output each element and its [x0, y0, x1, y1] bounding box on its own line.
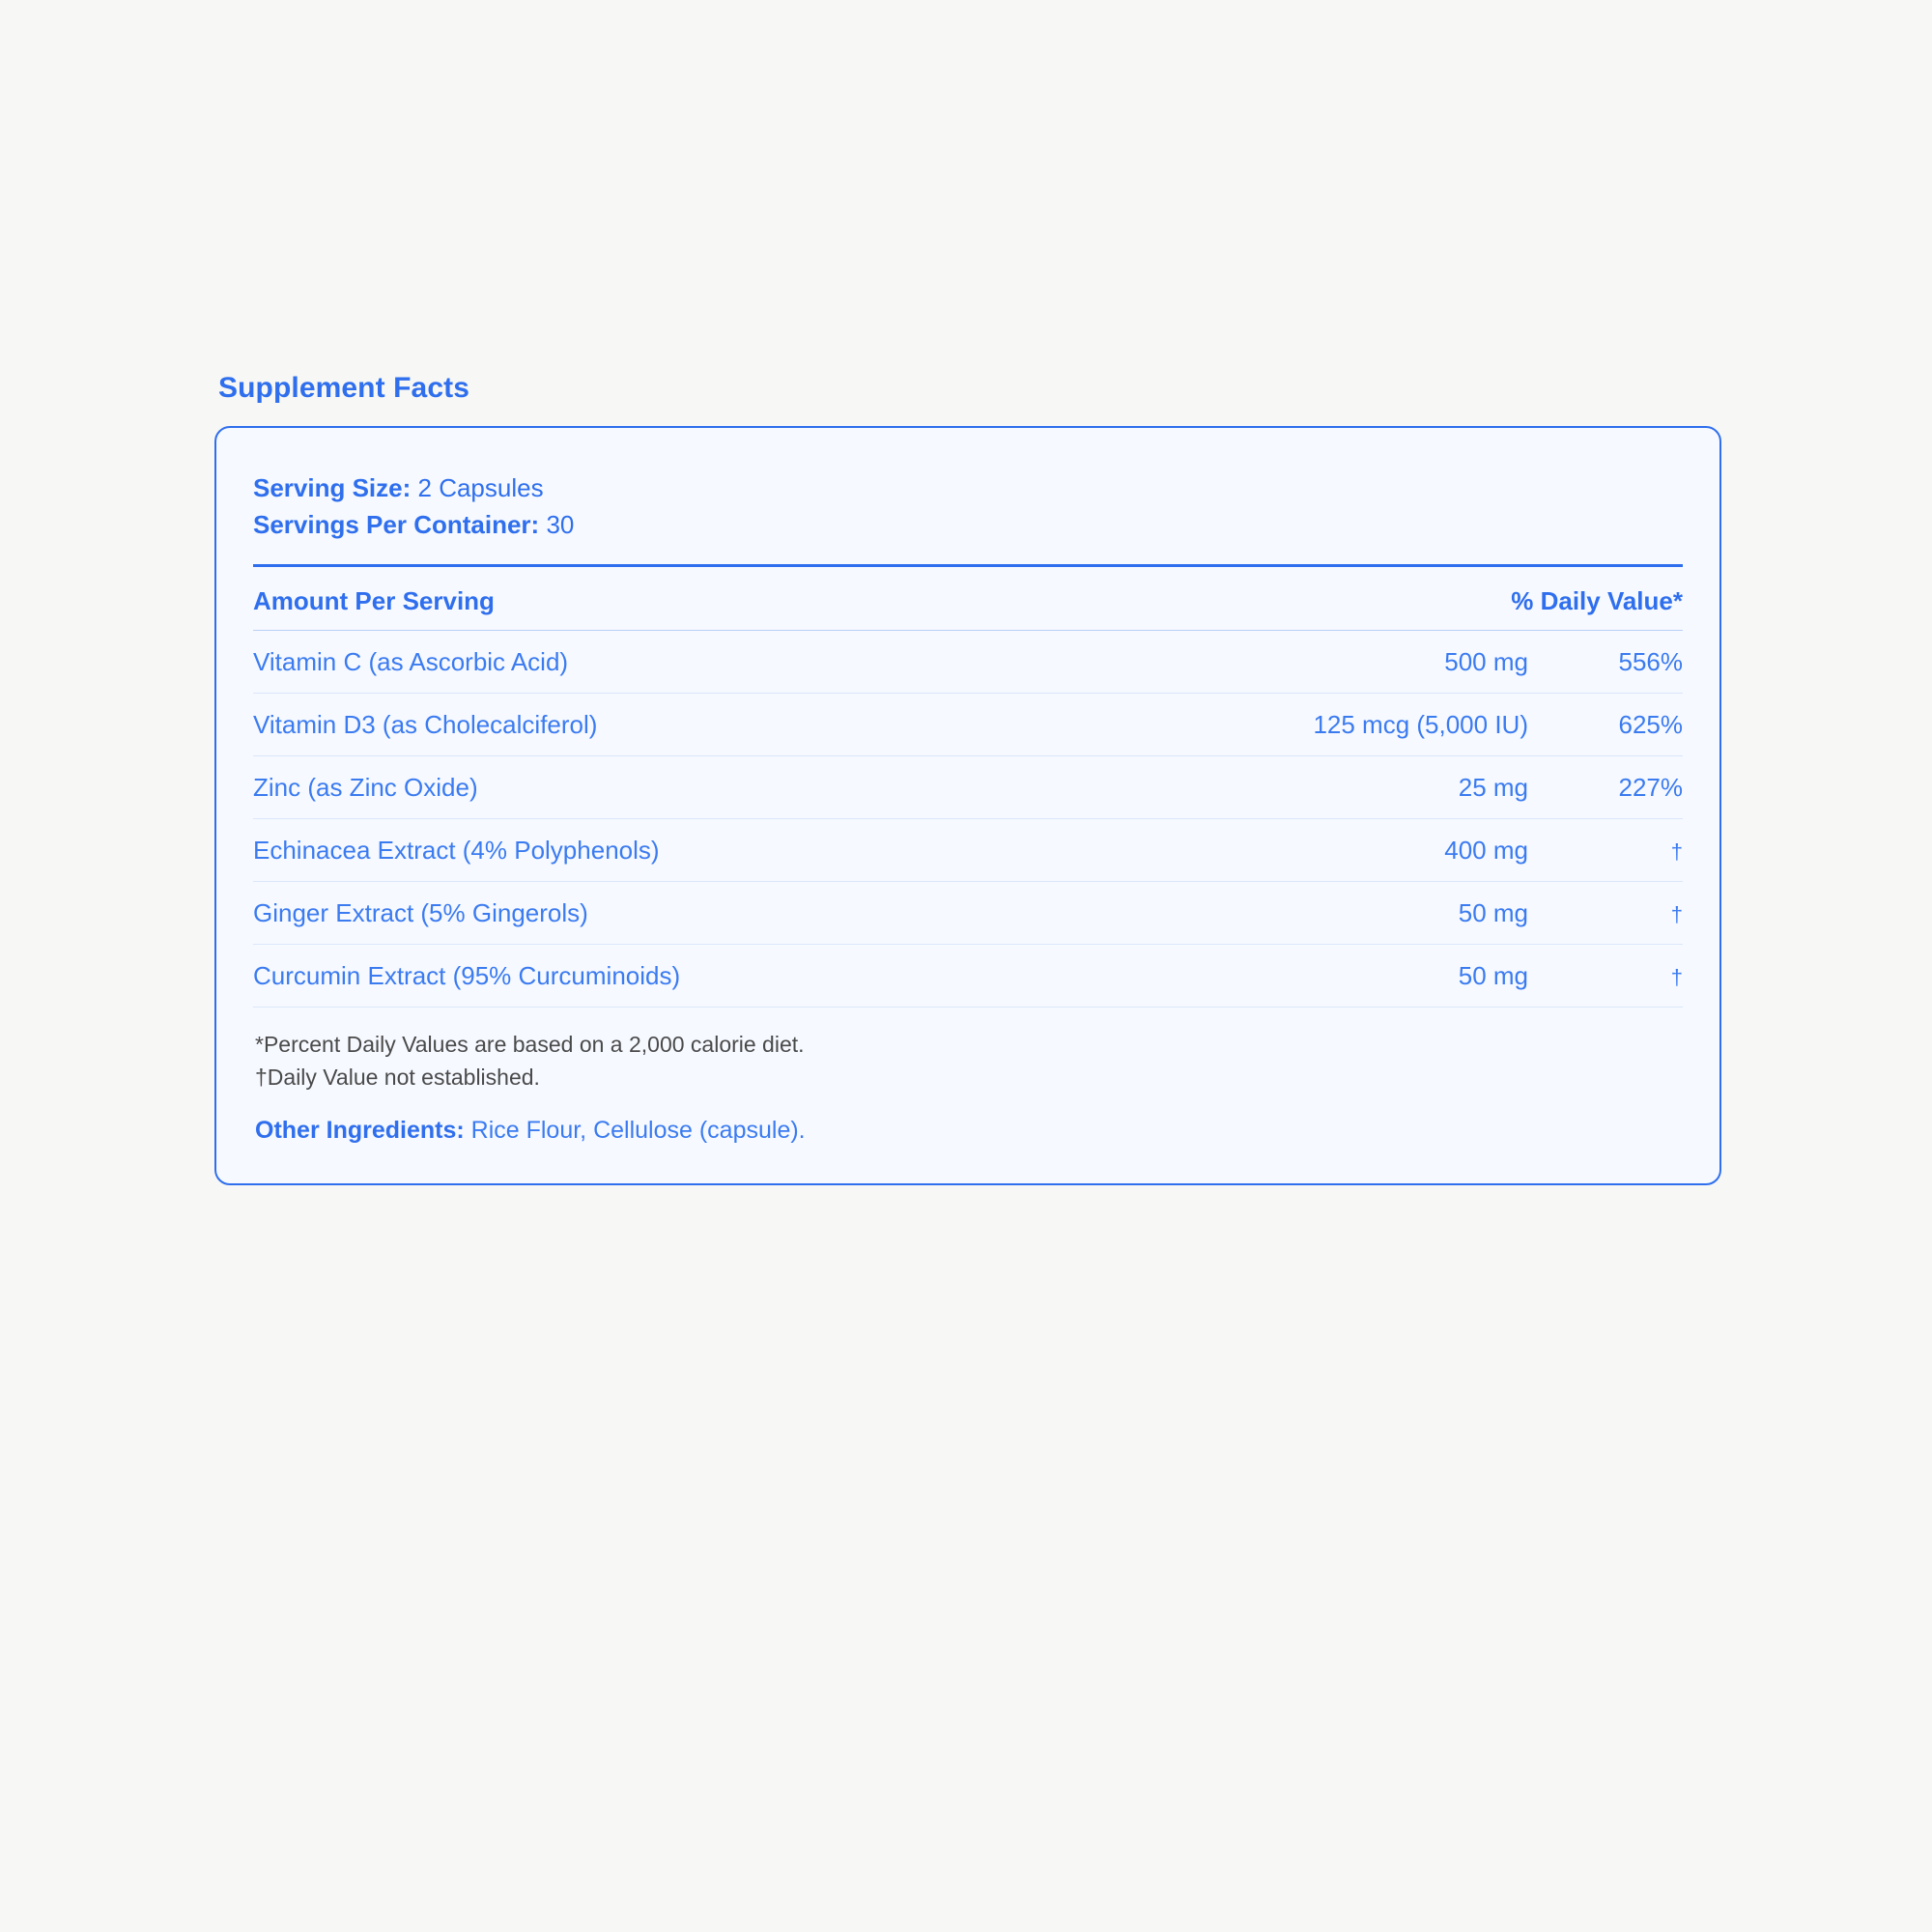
nutrient-daily-value: †	[1670, 902, 1683, 927]
footnote-dv-not-established: †Daily Value not established.	[255, 1064, 540, 1090]
serving-info-block	[253, 463, 1683, 567]
table-row	[253, 631, 1683, 694]
serving-size-value: 2 Capsules	[417, 473, 544, 502]
nutrient-amount: 500 mg	[1444, 647, 1528, 677]
serving-size-line	[253, 470, 1683, 507]
footnote-daily-values: *Percent Daily Values are based on a 2,000 calorie diet.	[255, 1032, 805, 1058]
supplement-facts-panel	[214, 372, 1721, 1185]
table-row	[253, 819, 1683, 882]
page-title: Supplement Facts	[218, 372, 469, 404]
other-ingredients-label: Other Ingredients:	[255, 1117, 465, 1145]
nutrient-name: Curcumin Extract (95% Curcuminoids)	[253, 961, 681, 991]
nutrient-name: Echinacea Extract (4% Polyphenols)	[253, 836, 660, 866]
nutrient-name: Vitamin D3 (as Cholecalciferol)	[253, 710, 598, 740]
amount-per-serving-header: Amount Per Serving	[253, 586, 495, 616]
nutrient-daily-value: 625%	[1618, 710, 1683, 740]
servings-per-container-line	[253, 507, 1683, 544]
servings-per-container-label: Servings Per Container:	[253, 509, 540, 539]
footnotes-block	[253, 1008, 1683, 1094]
nutrient-daily-value: 556%	[1618, 647, 1683, 677]
nutrient-amount: 25 mg	[1458, 773, 1528, 803]
other-ingredients-line	[253, 1094, 1683, 1145]
nutrient-amount: 50 mg	[1458, 961, 1528, 991]
table-row	[253, 756, 1683, 819]
nutrient-amount: 50 mg	[1458, 898, 1528, 928]
nutrient-daily-value: †	[1670, 965, 1683, 990]
nutrient-amount: 400 mg	[1444, 836, 1528, 866]
table-row	[253, 882, 1683, 945]
table-row	[253, 945, 1683, 1008]
nutrient-name: Zinc (as Zinc Oxide)	[253, 773, 478, 803]
supplement-facts-card	[214, 426, 1721, 1185]
nutrient-name: Vitamin C (as Ascorbic Acid)	[253, 647, 569, 677]
table-row	[253, 694, 1683, 756]
nutrient-amount: 125 mcg (5,000 IU)	[1313, 710, 1528, 740]
nutrient-name: Ginger Extract (5% Gingerols)	[253, 898, 588, 928]
serving-size-label: Serving Size:	[253, 473, 412, 502]
nutrient-daily-value: †	[1670, 839, 1683, 865]
nutrient-daily-value: 227%	[1618, 773, 1683, 803]
daily-value-header: % Daily Value*	[1511, 586, 1683, 616]
servings-per-container-value: 30	[546, 509, 575, 539]
table-header-row	[253, 567, 1683, 631]
other-ingredients-value: Rice Flour, Cellulose (capsule).	[470, 1117, 806, 1145]
